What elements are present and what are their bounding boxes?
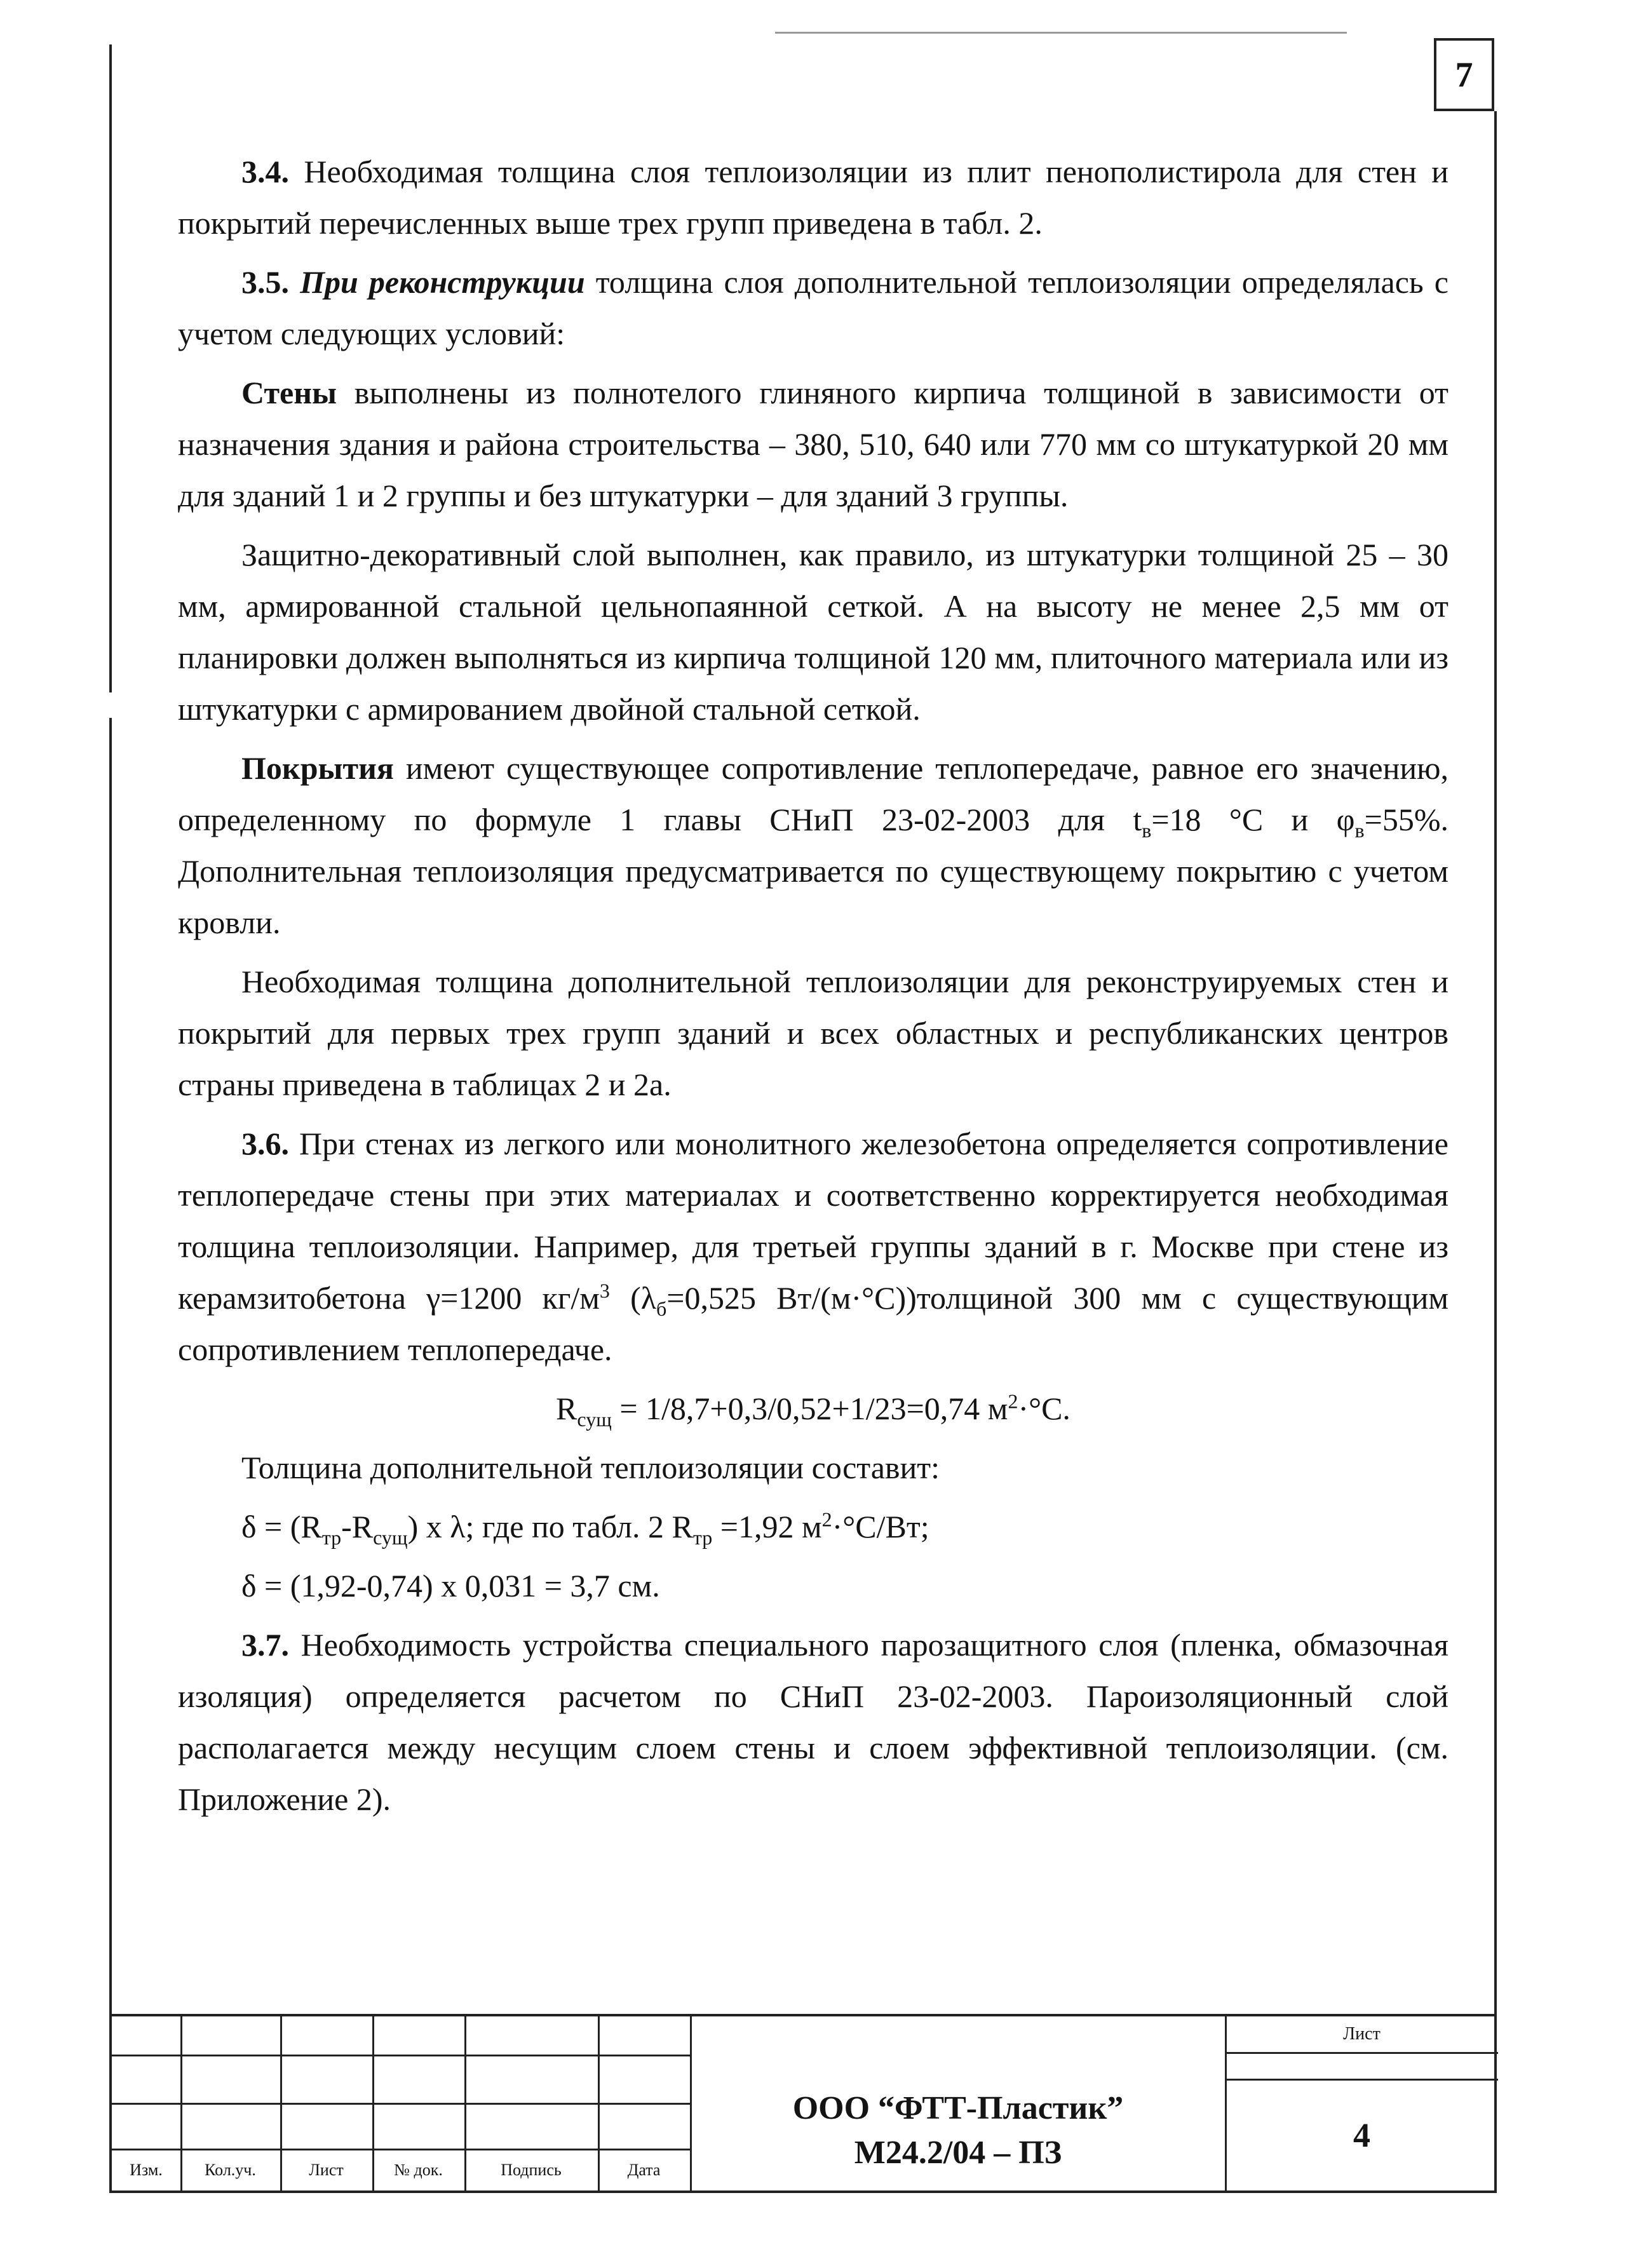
paragraph-3-6: 3.6. При стенах из легкого или монолитного железобетона определяется сопротивление теплопередаче стены при этих материалах и соответственно корректируется необходимая толщина теплоизоляции. Например, для третьей группы зданий в г. Москве при стене из керамзитобетона γ=1200 $кг/м^3$ ($\lambda_б=0,525$ Вт/(м·°С))толщиной 300 мм с существующим сопротивлением теплопередаче.	[178, 1126, 1448, 1367]
sheet-label: Лист	[1343, 2024, 1381, 2044]
left-border-line	[109, 44, 112, 2192]
organization-name: ООО “ФТТ-Пластик”	[792, 2090, 1124, 2126]
col-ndok-label: № док.	[394, 2161, 443, 2179]
title-block	[109, 2014, 1497, 2193]
col-data-label: Дата	[627, 2161, 661, 2179]
title-block-row-line	[112, 2055, 690, 2056]
term-roofs: Покрытия	[241, 750, 394, 786]
paragraph-required-thickness: Необходимая толщина дополнительной теплоизоляции для реконструируемых стен и покрытий для первых трех групп зданий и всех областных и республиканских центров страны приведена в таблицах 2 и 2а.	[178, 964, 1448, 1102]
title-block-row-line	[112, 2103, 690, 2105]
section-number: 3.5.	[241, 264, 289, 300]
col-podpis-label: Подпись	[501, 2161, 562, 2179]
formula-delta: $\delta = (R_{тр}-R_{сущ})$ х λ; где по табл. 2 $R_{тр} =1,92$ $м^2\cdot^\circ С/Вт$;	[241, 1508, 929, 1549]
organization-block	[691, 2086, 1225, 2175]
sheet-number: 4	[1353, 2116, 1370, 2154]
term-walls: Стены	[241, 375, 337, 410]
title-block-row-line	[1225, 2052, 1498, 2054]
emphasis-text: При реконструкции	[300, 264, 585, 300]
formula-delta-result: δ = (1,92-0,74) х 0,031 = 3,7 см.	[241, 1568, 660, 1603]
paragraph-roofs: Покрытия имеют существующее сопротивление теплопередаче, равное его значению, определенному по формуле 1 главы СНиП 23-02-2003 для $t_в=18$ °С и $\varphi_в=55\%$. Дополнительная теплоизоляция предусматривается по существующему покрытию с учетом кровли.	[178, 750, 1448, 940]
paragraph-3-7: 3.7. Необходимость устройства специального парозащитного слоя (пленка, обмазочная изоляция) определяется расчетом по СНиП 23-02-2003. Пароизоляционный слой располагается между несущим слоем стены и слоем эффективной теплоизоляции. (см. Приложение 2).	[178, 1627, 1448, 1817]
paragraph-walls: Стены выполнены из полнотелого глиняного кирпича толщиной в зависимости от назначения здания и района строительства – 380, 510, 640 или 770 мм со штукатуркой 20 мм для зданий 1 и 2 группы и без штукатурки – для зданий 3 группы.	[178, 375, 1448, 513]
col-list-label: Лист	[309, 2161, 344, 2179]
section-number: 3.4.	[241, 154, 289, 189]
formula-r-existing: $R_{сущ} = 1/8,7+0,3/0,52+1/23=0,74$ $м^2\cdot^\circ С$.	[556, 1389, 1070, 1431]
right-border-line	[1494, 111, 1497, 2192]
left-border-gap	[109, 692, 112, 718]
col-kol-label: Кол.уч.	[205, 2161, 256, 2179]
top-border-line	[775, 32, 1347, 34]
col-izm-label: Изм.	[130, 2161, 163, 2179]
page-number: 7	[1455, 55, 1473, 95]
paragraph-3-4: 3.4. Необходимая толщина слоя теплоизоляции из плит пенополистирола для стен и покрытий перечисленных выше трех групп приведена в табл. 2.	[178, 154, 1448, 241]
section-number: 3.7.	[241, 1627, 289, 1663]
page-number-box	[1434, 38, 1494, 111]
paragraph-3-5: 3.5. При реконструкции толщина слоя дополнительной теплоизоляции определялась с учетом следующих условий:	[178, 264, 1448, 351]
thickness-intro: Толщина дополнительной теплоизоляции составит:	[241, 1450, 940, 1485]
section-number: 3.6.	[241, 1126, 289, 1161]
document-code: М24.2/04 – ПЗ	[854, 2135, 1062, 2171]
document-body	[178, 146, 1448, 1833]
paragraph-protective-layer: Защитно-декоративный слой выполнен, как правило, из штукатурки толщиной 25 – 30 мм, армированной стальной цельнопаянной сеткой. А на высоту не менее 2,5 мм от планировки должен выполняться из кирпича толщиной 120 мм, плиточного материала или из штукатурки с армированием двойной стальной сеткой.	[178, 537, 1448, 727]
